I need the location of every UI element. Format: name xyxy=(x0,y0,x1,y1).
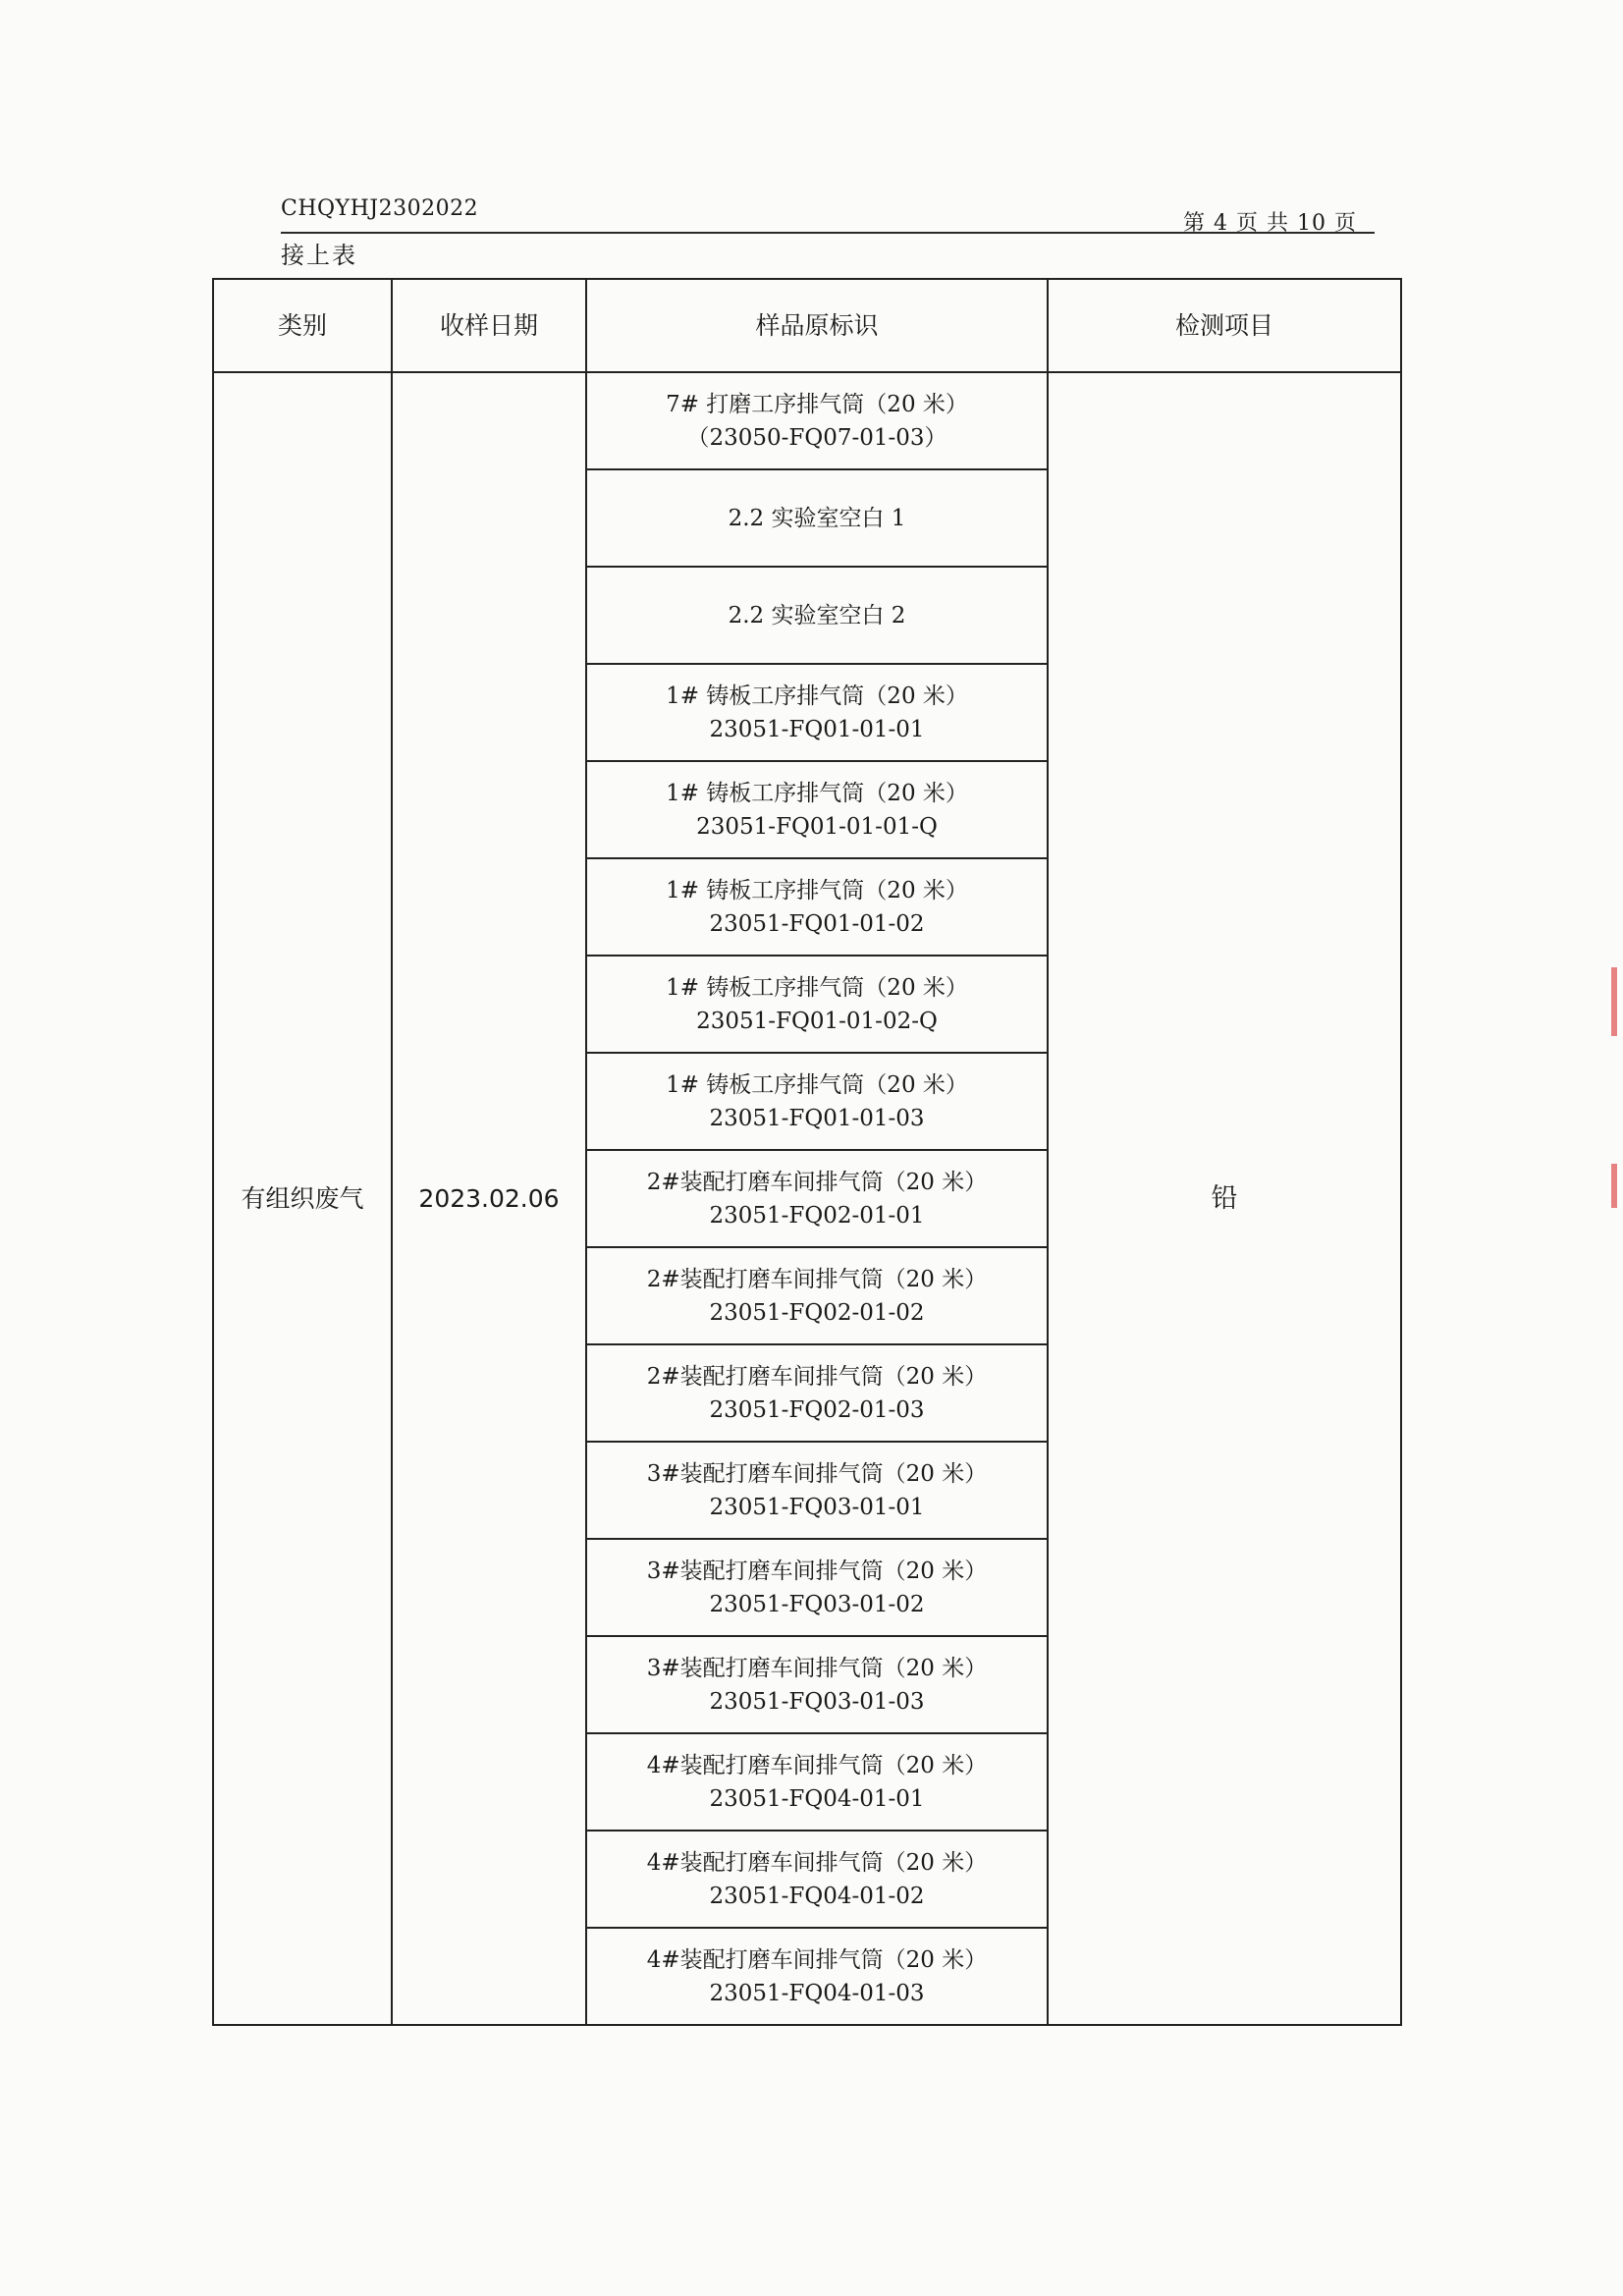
document-code: CHQYHJ2302022 xyxy=(281,196,479,221)
page-indicator: 第 4 页 共 10 页 xyxy=(1183,211,1357,236)
test-item-cell: 铅 xyxy=(1048,372,1401,2025)
sample-code: 23051-FQ03-01-03 xyxy=(709,1688,925,1715)
sample-id-cell xyxy=(586,1928,1048,2025)
sample-id-cell xyxy=(586,469,1048,567)
sample-id-cell xyxy=(586,1733,1048,1831)
sample-id-cell xyxy=(586,761,1048,858)
sample-code: 23051-FQ01-01-02-Q xyxy=(696,1008,938,1034)
sample-code: 23051-FQ01-01-01 xyxy=(709,716,925,742)
sample-id-cell xyxy=(586,1539,1048,1636)
sample-name: 4#装配打磨车间排气筒（20 米） xyxy=(646,1752,988,1778)
sample-name: 2#装配打磨车间排气筒（20 米） xyxy=(646,1169,988,1195)
table-header xyxy=(213,279,1401,372)
sample-name: 1# 铸板工序排气筒（20 米） xyxy=(666,683,968,709)
sample-name: 7# 打磨工序排气筒（20 米） xyxy=(666,391,968,417)
sample-name: 2#装配打磨车间排气筒（20 米） xyxy=(646,1266,988,1292)
sample-name: 3#装配打磨车间排气筒（20 米） xyxy=(646,1558,988,1584)
column-header-test-item: 检测项目 xyxy=(1048,279,1401,372)
sample-id-cell xyxy=(586,1247,1048,1344)
sample-name: 3#装配打磨车间排气筒（20 米） xyxy=(646,1460,988,1487)
sample-code: 23051-FQ04-01-01 xyxy=(709,1785,925,1812)
seal-edge-mark xyxy=(1611,1164,1617,1208)
sample-id-cell xyxy=(586,664,1048,761)
column-header-date: 收样日期 xyxy=(392,279,586,372)
sample-id-cell xyxy=(586,1150,1048,1247)
sample-name: 4#装配打磨车间排气筒（20 米） xyxy=(646,1946,988,1973)
sample-id-cell xyxy=(586,1442,1048,1539)
sample-id-cell xyxy=(586,567,1048,664)
column-header-category: 类别 xyxy=(213,279,392,372)
results-table xyxy=(212,278,1402,2026)
sample-name: 3#装配打磨车间排气筒（20 米） xyxy=(646,1655,988,1681)
header-rule xyxy=(281,232,1375,234)
column-header-sample-id: 样品原标识 xyxy=(586,279,1048,372)
header-row xyxy=(213,279,1401,372)
sample-name: 1# 铸板工序排气筒（20 米） xyxy=(666,780,968,806)
sample-code: 23051-FQ02-01-02 xyxy=(709,1299,925,1326)
seal-edge-mark xyxy=(1611,967,1617,1036)
sample-id-cell xyxy=(586,858,1048,956)
sample-id-cell xyxy=(586,372,1048,469)
sample-id-cell xyxy=(586,956,1048,1053)
sample-id-cell xyxy=(586,1344,1048,1442)
continued-label: 接上表 xyxy=(281,242,357,269)
sample-code: 23051-FQ03-01-01 xyxy=(709,1494,925,1520)
sample-name: 4#装配打磨车间排气筒（20 米） xyxy=(646,1849,988,1876)
category-cell: 有组织废气 xyxy=(213,372,392,2025)
sample-code: 23051-FQ01-01-01-Q xyxy=(696,813,938,840)
sample-name: 1# 铸板工序排气筒（20 米） xyxy=(666,1071,968,1098)
table-body xyxy=(213,372,1401,2025)
sample-id-cell xyxy=(586,1831,1048,1928)
table-row xyxy=(213,372,1401,469)
sample-code: 23051-FQ02-01-03 xyxy=(709,1396,925,1423)
sample-name: 2#装配打磨车间排气筒（20 米） xyxy=(646,1363,988,1390)
sample-id-cell xyxy=(586,1053,1048,1150)
sample-name: 1# 铸板工序排气筒（20 米） xyxy=(666,877,968,903)
sample-code: 23051-FQ01-01-02 xyxy=(709,910,925,937)
sample-code: 23051-FQ01-01-03 xyxy=(709,1105,925,1131)
sample-code: 23051-FQ02-01-01 xyxy=(709,1202,925,1229)
receipt-date-cell: 2023.02.06 xyxy=(392,372,586,2025)
sample-code: 23051-FQ04-01-02 xyxy=(709,1883,925,1909)
sample-code: 23051-FQ03-01-02 xyxy=(709,1591,925,1617)
sample-code: （23050-FQ07-01-03） xyxy=(686,424,947,451)
sample-name: 2.2 实验室空白 1 xyxy=(728,505,906,531)
sample-name: 2.2 实验室空白 2 xyxy=(728,602,906,629)
sample-name: 1# 铸板工序排气筒（20 米） xyxy=(666,974,968,1001)
sample-code: 23051-FQ04-01-03 xyxy=(709,1980,925,2006)
sample-id-cell xyxy=(586,1636,1048,1733)
